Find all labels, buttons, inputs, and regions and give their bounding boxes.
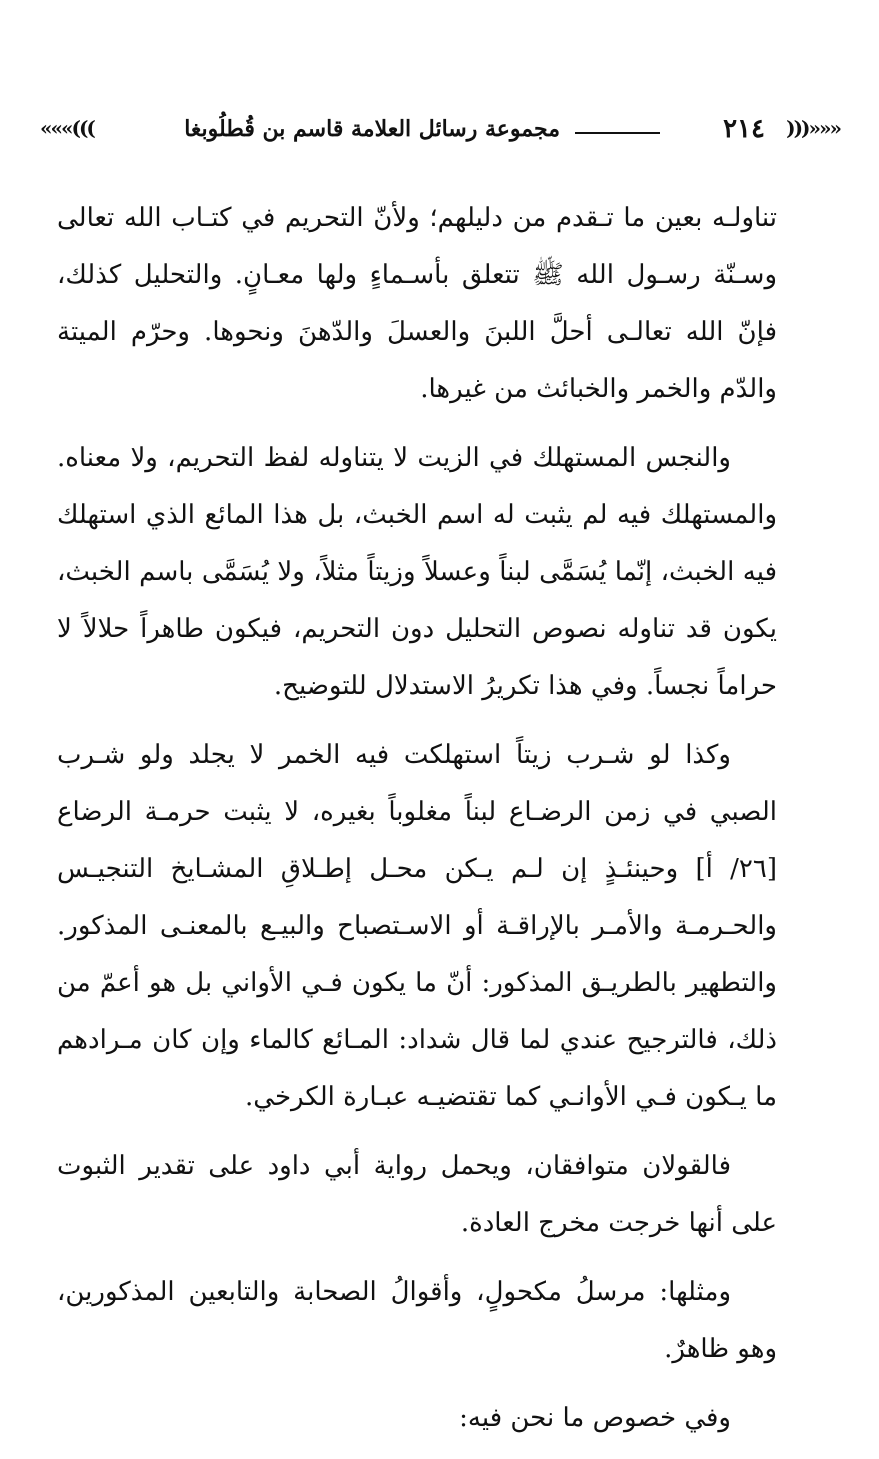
paragraph-3: وكذا لو شـرب زيتاً استهلكت فيه الخمر لا يجلد ولو شـرب الصبي في زمن الرضـاع لبناً مغلوباً بغيره، لا يثبت حرمـة الرضاع [٢٦/ أ] وحينئـذٍ إن لـم يـكن محـل إطـلاقِ المشـايخ التنجيـس والحـرمـة والأمـر بالإراقـة أو الاسـتصباح والبيـع بالمعنـى المذكور. والتطهير بالطريـق المذكور: أنّ ما يكون فـي الأواني بل هو أعمّ من ذلك، فالترجيح عندي لما قال شداد: المـائع كالماء وإن كان مـرادهم ما يـكون فـي الأوانـي كما تقتضيـه عبـارة الكرخي. (57, 740, 777, 1112)
paragraph-2: والنجس المستهلك في الزيت لا يتناوله لفظ التحريم، ولا معناه. والمستهلك فيه لم يثبت له اسم الخبث، بل هذا المائع الذي استهلك فيه الخبث، إنّما يُسَمَّى لبناً وعسلاً وزيتاً مثلاً، ولا يُسَمَّى باسم الخبث، يكون قد تناوله نصوص التحليل دون التحريم، فيكون طاهراً حلالاً لا حراماً نجساً. وفي هذا تكريرُ الاستدلال للتوضيح. (57, 443, 777, 701)
body-text (57, 190, 777, 1459)
page-number: ٢١٤ (723, 114, 765, 144)
paragraph-5: ومثلها: مرسلُ مكحولٍ، وأقوالُ الصحابة والتابعين المذكورين، وهو ظاهرٌ. (57, 1277, 777, 1364)
paragraph-1: تناولـه بعين ما تـقدم من دليلهم؛ ولأنّ التحريم في كتـاب الله تعالى وسـنّة رسـول الله ﷺ تتعلق بأسـماءٍ ولها معـانٍ. والتحليل كذلك، فإنّ الله تعالـى أحلَّ اللبنَ والعسلَ والدّهنَ ونحوها. وحرّم الميتة والدّم والخمر والخبائث من غيرها. (57, 203, 777, 404)
header-rule (575, 132, 660, 134)
running-title: مجموعة رسائل العلامة قاسم بن قُطلُوبغا (184, 116, 560, 142)
header-ornament-left: «««((( (40, 116, 94, 140)
paragraph-4: فالقولان متوافقان، ويحمل رواية أبي داود على تقدير الثبوت على أنها خرجت مخرج العادة. (57, 1151, 777, 1238)
running-header (40, 110, 840, 150)
header-ornament-right: )))»»» (786, 116, 840, 140)
paragraph-6: وفي خصوص ما نحن فيه: (459, 1403, 731, 1433)
